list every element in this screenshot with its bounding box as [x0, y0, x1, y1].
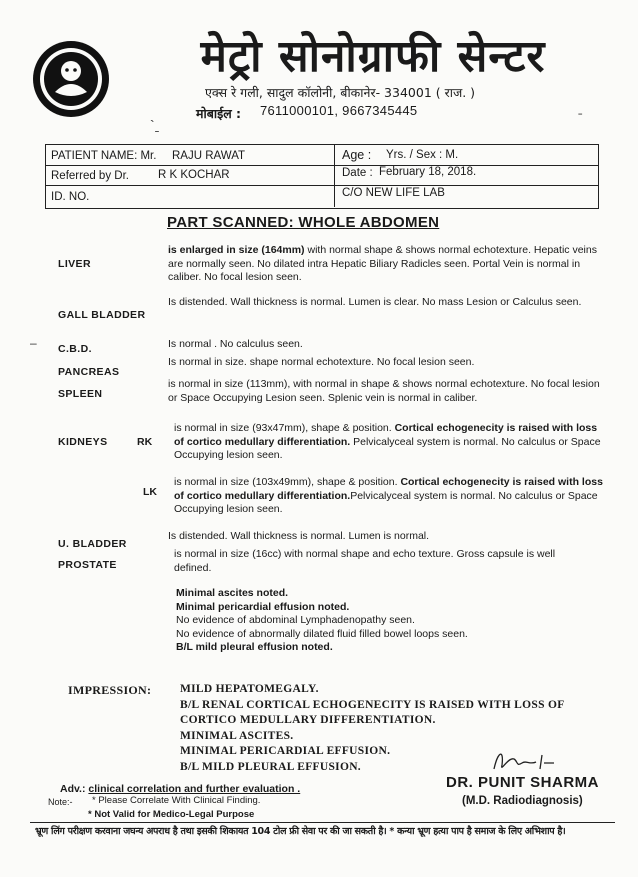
right-kidney-label: RK: [137, 436, 153, 448]
prostate-label: PROSTATE: [58, 559, 117, 571]
center-address: एक्स रे गली, सादुल कॉलोनी, बीकानेर- 334001 ( राज. ): [205, 85, 476, 100]
baby-logo-icon: [30, 38, 112, 120]
liver-finding: is enlarged in size (164mm) with normal shape & shows normal echotexture. Hepatic veins are normally seen. No dilated intra Hepatic Biliary Radicles seen. Portal Vein is normal in caliber. No focal lesion seen.: [168, 244, 597, 283]
referred-by-label: Referred by Dr.: [51, 170, 129, 182]
spleen-finding: is normal in size (113mm), with normal in shape & shows normal echotexture. No focal lesion or Space Occupying Lesion seen. Splenic vein is normal in caliber.: [168, 378, 600, 404]
age-sex-value: Yrs. / Sex : M.: [386, 149, 459, 161]
note-label: Note:-: [48, 797, 73, 807]
left-kidney-label: LK: [143, 486, 157, 498]
additional-findings: [176, 587, 596, 655]
urinary-bladder-finding: Is distended. Wall thickness is normal. Lumen is normal.: [168, 530, 430, 542]
kidneys-label: KIDNEYS: [58, 436, 108, 448]
urinary-bladder-label: U. BLADDER: [58, 538, 127, 550]
footer-divider: [30, 822, 615, 823]
advice: Adv.: clinical correlation and further evaluation .: [60, 783, 301, 795]
impression-line: CORTICO MEDULLARY DIFFERENTIATION.: [180, 714, 436, 726]
additional-finding: No evidence of abdominal Lymphadenopathy seen.: [176, 614, 415, 626]
cbd-label: C.B.D.: [58, 343, 92, 355]
report-date: February 18, 2018.: [379, 166, 477, 178]
date-label: Date :: [342, 167, 373, 179]
patient-details-box: [45, 144, 599, 209]
id-number-label: ID. NO.: [51, 191, 90, 203]
impression-line: MILD HEPATOMEGALY.: [180, 683, 319, 695]
impression-line: MINIMAL ASCITES.: [180, 729, 294, 742]
part-scanned-heading: PART SCANNED: WHOLE ABDOMEN: [167, 214, 440, 231]
pen-mark: `ˍ: [150, 117, 160, 133]
gall-bladder-label: GALL BLADDER: [58, 309, 146, 321]
impression-line: MINIMAL PERICARDIAL EFFUSION.: [180, 745, 391, 757]
additional-finding: Minimal ascites noted.: [176, 587, 289, 599]
patient-name: RAJU RAWAT: [172, 150, 246, 162]
prostate-finding: is normal in size (16cc) with normal shape and echo texture. Gross capsule is well defined.: [174, 548, 556, 574]
additional-finding: Minimal pericardial effusion noted.: [176, 600, 350, 613]
pen-mark: ˉ: [578, 110, 583, 126]
mobile-label: मोबाईल :: [196, 106, 242, 121]
impression-label: IMPRESSION:: [68, 683, 152, 697]
liver-label: LIVER: [58, 258, 91, 270]
cbd-finding: Is normal . No calculus seen.: [168, 338, 303, 350]
note-line: * Please Correlate With Clinical Finding.: [92, 795, 261, 806]
left-kidney-finding: is normal in size (103x49mm), shape & position. Cortical echogenecity is raised with loss of cortico medullary differentiation.Pelvicalyceal system is normal. No calculus or Space Occupying lesion seen.: [174, 476, 603, 515]
right-kidney-finding: is normal in size (93x47mm), shape & position. Cortical echogenecity is raised with loss of cortico medullary differentiation. Pelvicalyceal system is normal. No calculus or Space Occupying lesion seen.: [174, 422, 601, 461]
spleen-label: SPLEEN: [58, 388, 103, 400]
center-name: मेट्रो सोनोग्राफी सेन्टर: [200, 31, 546, 82]
additional-finding: B/L mild pleural effusion noted.: [176, 641, 333, 653]
legal-warning: भ्रूण लिंग परीक्षण करवाना जघन्य अपराध है तथा इसकी शिकायत 104 टोल फ्री सेवा पर की जा सकती है। * कन्या भ्रूण हत्या पाप है समाज के लिए अभिशाप है।: [35, 826, 566, 837]
pancreas-label: PANCREAS: [58, 366, 120, 378]
signature-icon: [490, 745, 560, 775]
mobile-numbers: 7611000101, 9667345445: [260, 103, 418, 118]
age-label: Age :: [342, 148, 372, 162]
referred-by: R K KOCHAR: [158, 169, 230, 181]
doctor-degree: (M.D. Radiodiagnosis): [462, 795, 583, 807]
patient-name-label: PATIENT NAME: Mr.: [51, 150, 157, 162]
additional-finding: No evidence of abnormally dilated fluid filled bowel loops seen.: [176, 627, 468, 640]
gall-bladder-finding: Is distended. Wall thickness is normal. Lumen is clear. No mass Lesion or Calculus seen.: [168, 296, 582, 308]
doctor-name: DR. PUNIT SHARMA: [446, 774, 599, 791]
pancreas-finding: Is normal in size. shape normal echotexture. No focal lesion seen.: [168, 356, 475, 368]
impression-line: B/L RENAL CORTICAL ECHOGENECITY IS RAISED WITH LOSS OF: [180, 698, 565, 711]
note-line: * Not Valid for Medico-Legal Purpose: [88, 809, 255, 820]
pen-mark: –: [30, 336, 37, 350]
impression-line: B/L MILD PLEURAL EFFUSION.: [180, 760, 361, 773]
lab-name: C/O NEW LIFE LAB: [342, 187, 445, 199]
